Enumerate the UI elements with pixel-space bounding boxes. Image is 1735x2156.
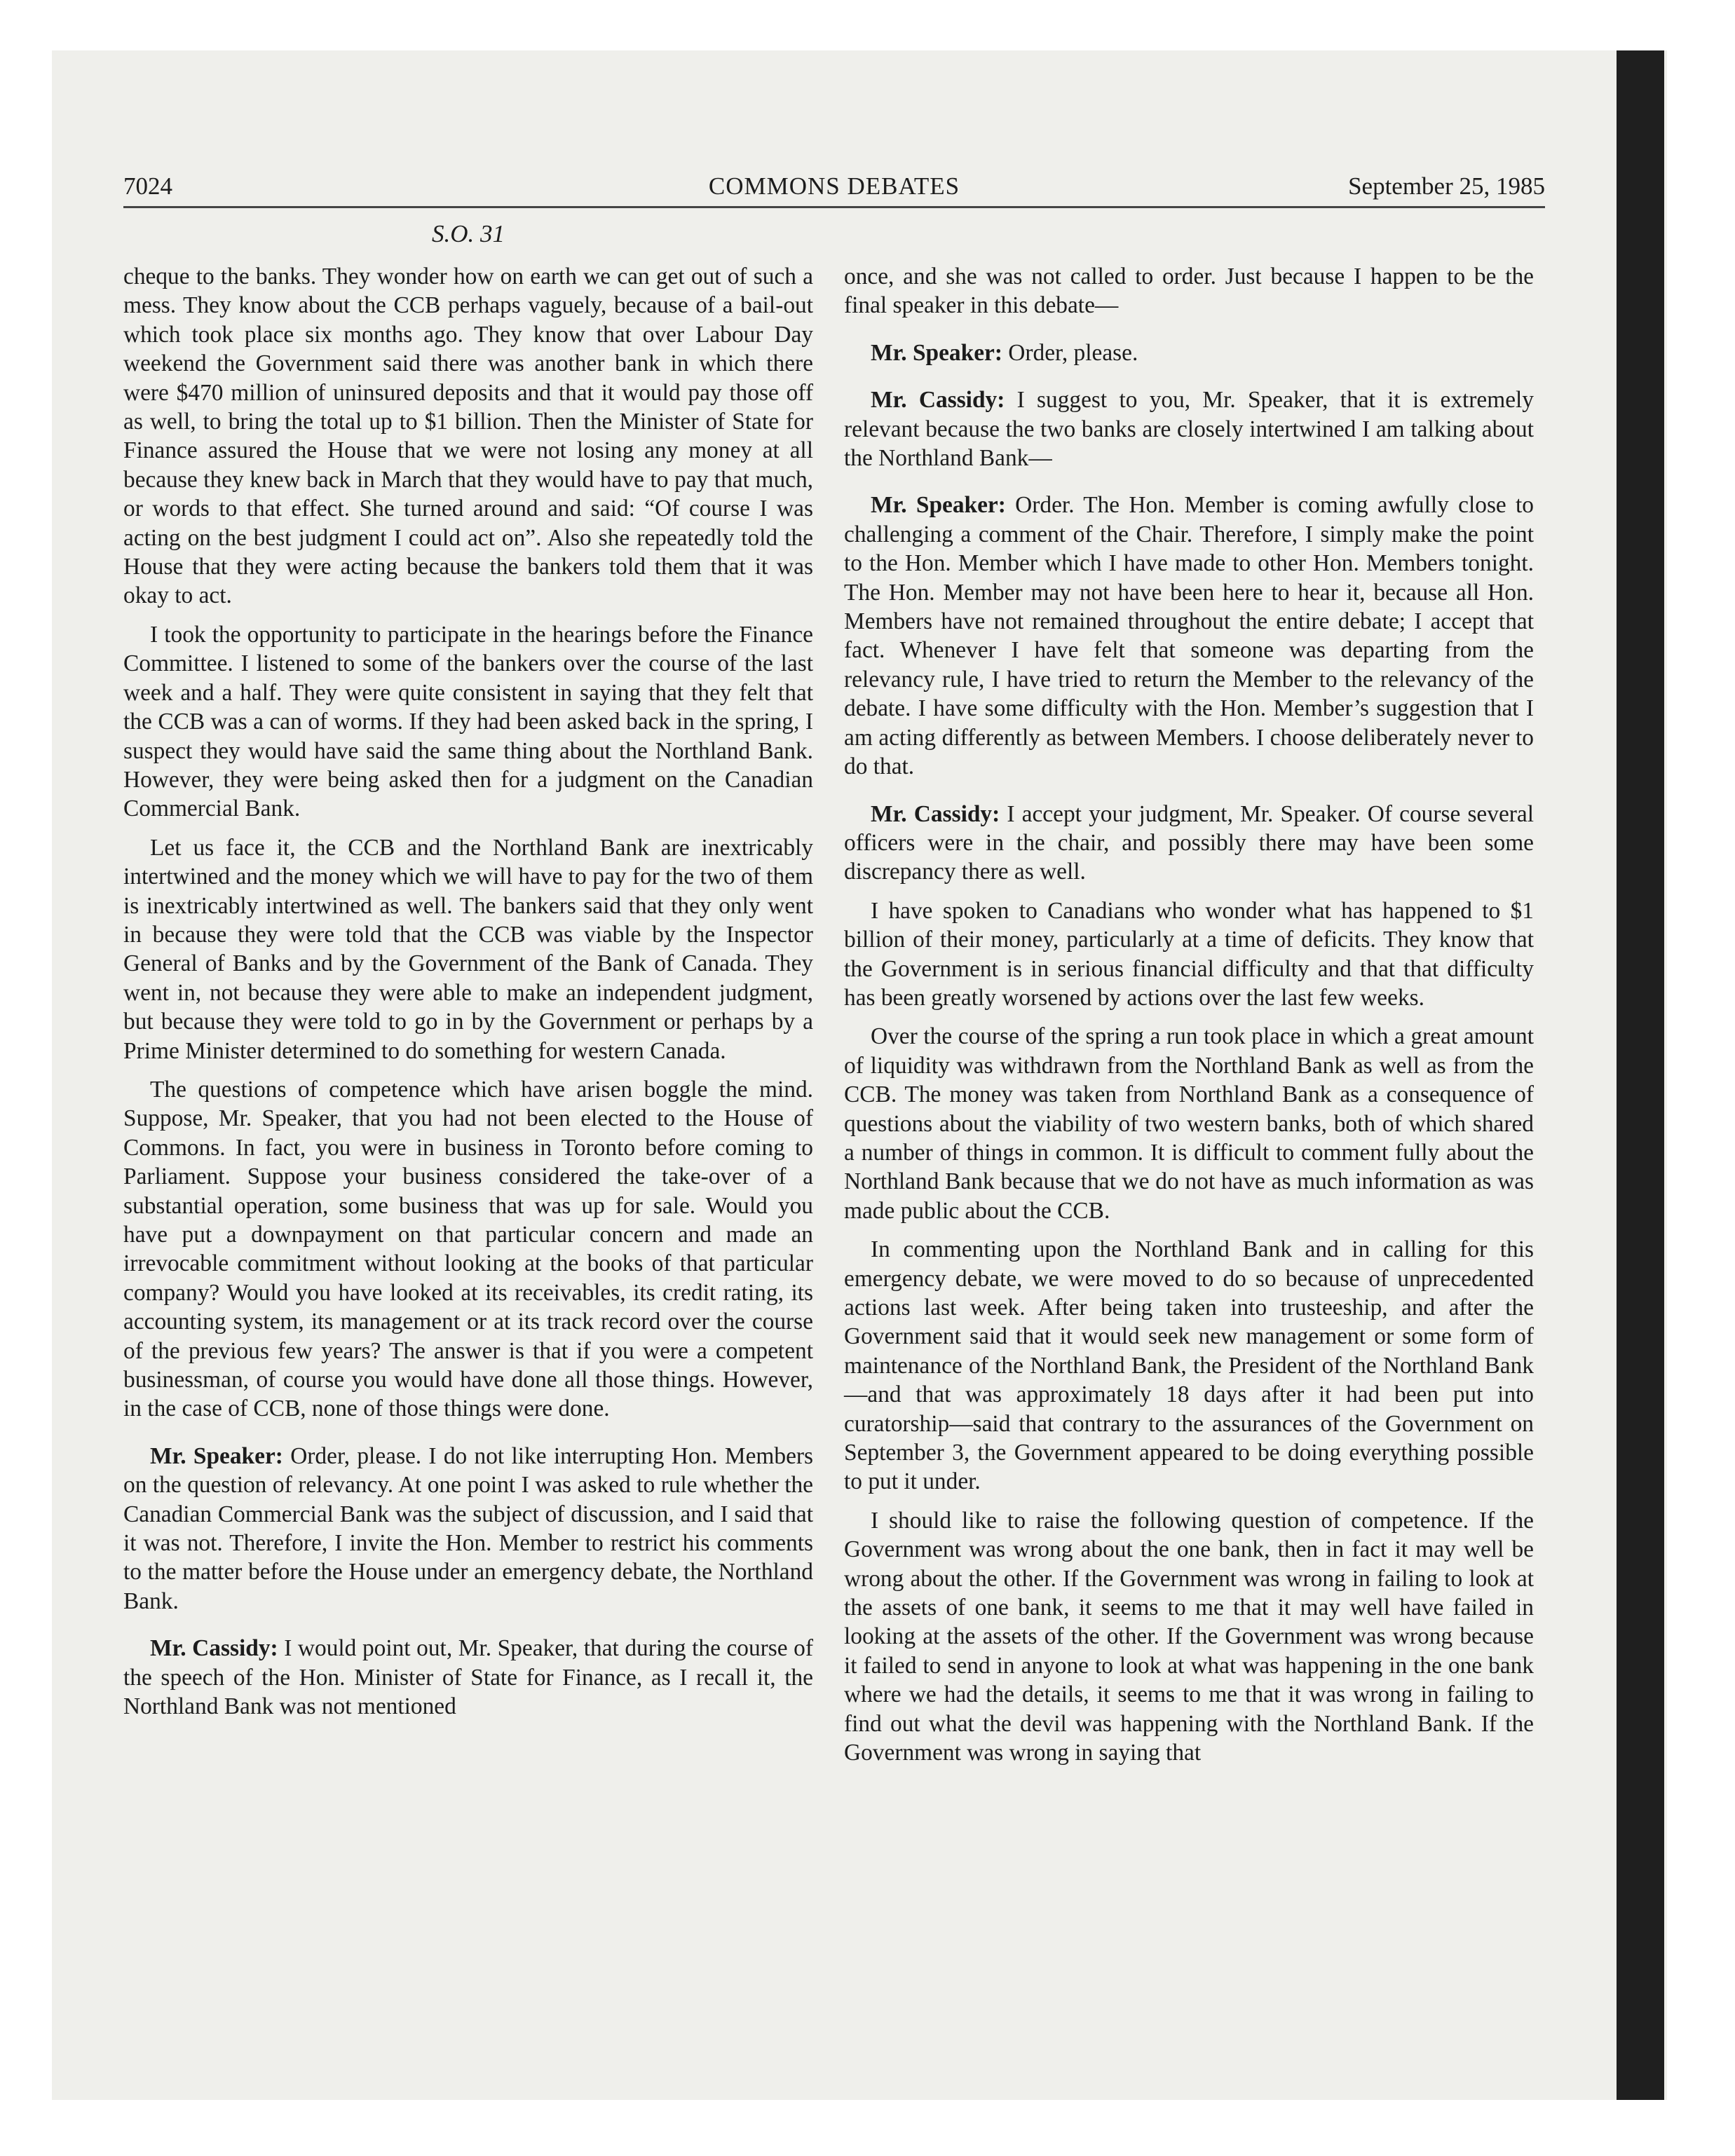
speaker-name: Mr. Cassidy:: [871, 387, 1005, 414]
paragraph: I have spoken to Canadians who wonder what has happened to $1 billion of their money, particularly at a time of deficits. They know that the Government is in serious financial difficulty and that that difficulty has been greatly worsened by actions over the last few weeks.: [844, 897, 1534, 1011]
speaker-name: Mr. Cassidy:: [871, 800, 1000, 827]
speech-paragraph: [123, 1634, 813, 1721]
scan-edge-shadow: [1617, 50, 1664, 2100]
page-date: September 25, 1985: [1348, 172, 1545, 200]
paragraph: I should like to raise the following question of competence. If the Government was wrong about the one bank, then in fact it may well be wrong about the other. If the Government was wrong in failing to look at the assets of one bank, it seems to me that it may well have failed in looking at the assets of the other. If the Government was wrong because it failed to send in anyone to look at what was happening in the one bank where we had the details, it seems to me that it was wrong in failing to find out what the devil was happening with the Northland Bank. If the Government was wrong in saying that: [844, 1507, 1534, 1766]
paragraph: once, and she was not called to order. Just because I happen to be the final speaker in this debate—: [844, 264, 1534, 319]
speaker-name: Mr. Speaker:: [150, 1442, 283, 1469]
speaker-name: Mr. Cassidy:: [150, 1635, 278, 1662]
speech-paragraph: [844, 800, 1534, 887]
right-column: [844, 262, 1534, 1768]
page-number: 7024: [123, 172, 172, 200]
page-header: [123, 167, 1545, 208]
left-column: [123, 262, 813, 1721]
publication-title: COMMONS DEBATES: [708, 172, 960, 200]
speech-text: Order, please. I do not like interrupting Hon. Members on the question of relevancy. At one point I was asked to rule whether the Canadian Commercial Bank was the subject of discussion, and I said that it was not. Therefore, I invite the Hon. Member to restrict his comments to the matter before the House under an emergency debate, the Northland Bank.: [123, 1442, 814, 1614]
speech-paragraph: [844, 339, 1534, 367]
speech-text: I would point out, Mr. Speaker, that during the course of the speech of the Hon. Minister of State for Finance, as I recall it, the Northland Bank was not mentioned: [123, 1635, 813, 1720]
speech-text: Order. The Hon. Member is coming awfully close to challenging a comment of the Chair. Therefore, I simply make the point to the Hon. Member which I have made to other Hon. Members tonight. The Hon. Member may not have been here to hear it, because all Hon. Members have not remained throughout the entire debate; I accept that fact. Whenever I have felt that someone was departing from the relevancy rule, I have tried to return the Member to the relevancy of the debate. I have some difficulty with the Hon. Member’s suggestion that I am acting differently as between Members. I choose deliberately never to do that.: [844, 492, 1534, 780]
speech-paragraph: [123, 1442, 813, 1616]
paragraph: I took the opportunity to participate in the hearings before the Finance Committee. I listened to some of the bankers over the course of the last week and a half. They were quite consistent in saying that they felt that the CCB was a can of worms. If they had been asked back in the spring, I suspect they would have said the same thing about the Northland Bank. However, they were being asked then for a judgment on the Canadian Commercial Bank.: [123, 621, 813, 822]
speaker-name: Mr. Speaker:: [871, 339, 1002, 366]
speech-paragraph: [844, 386, 1534, 472]
speech-paragraph: [844, 491, 1534, 781]
section-marker: S.O. 31: [431, 220, 505, 247]
paragraph: cheque to the banks. They wonder how on earth we can get out of such a mess. They know about the CCB perhaps vaguely, because of a bail-out which took place six months ago. They know that over Labour Day weekend the Government said there was another bank in which there were $470 million of uninsured deposits and that it would pay those off as well, to bring the total up to $1 billion. Then the Minister of State for Finance assured the House that we were not losing any money at all because they knew back in March that they would have to pay that much, or words to that effect. She turned around and said: “Of course I was acting on the best judgment I could act on”. Also she repeatedly told the House that they were acting because the bankers told them that it was okay to act.: [123, 264, 813, 609]
paragraph: Let us face it, the CCB and the Northland Bank are inextricably intertwined and the money which we will have to pay for the two of them is inextricably intertwined as well. The bankers said that they only went in because they were told that the CCB was viable by the Inspector General of Banks and by the Government of the Bank of Canada. They went in, not because they were able to make an independent judgment, but because they were told to go in by the Government or perhaps by a Prime Minister determined to do something for western Canada.: [123, 834, 813, 1064]
speech-text: Order, please.: [1002, 339, 1138, 366]
paragraph: The questions of competence which have arisen boggle the mind. Suppose, Mr. Speaker, that you had not been elected to the House of Commons. In fact, you were in business in Toronto before coming to Parliament. Suppose your business considered the take-over of a substantial operation, some business that was up for sale. Would you have put a downpayment on that particular concern and made an irrevocable commitment without looking at the books of that particular company? Would you have looked at its receivables, its credit rating, its accounting system, its management or at its track record over the course of the previous few years? The answer is that if you were a competent businessman, of course you would have done all those things. However, in the case of CCB, none of those things were done.: [123, 1076, 813, 1422]
speech-text: I suggest to you, Mr. Speaker, that it is extremely relevant because the two banks are closely intertwined I am talking about the Northland Bank—: [844, 387, 1534, 472]
speaker-name: Mr. Speaker:: [871, 492, 1006, 519]
speech-text: I accept your judgment, Mr. Speaker. Of course several officers were in the chair, and possibly there may have been some discrepancy there as well.: [844, 800, 1534, 885]
paragraph: Over the course of the spring a run took place in which a great amount of liquidity was withdrawn from the Northland Bank as well as from the CCB. The money was taken from Northland Bank as a consequence of questions about the viability of two western banks, both of which shared a number of things in common. It is difficult to comment fully about the Northland Bank because that we do not have as much information as was made public about the CCB.: [844, 1023, 1534, 1224]
paragraph: In commenting upon the Northland Bank and in calling for this emergency debate, we were moved to do so because of unprecedented actions last week. After being taken into trusteeship, and after the Government said that it would seek new management or some form of maintenance of the Northland Bank, the President of the Northland Bank—and that was approximately 18 days after it had been put into curatorship—said that contrary to the assurances of the Government on September 3, the Government appeared to be doing everything possible to put it under.: [844, 1236, 1534, 1495]
